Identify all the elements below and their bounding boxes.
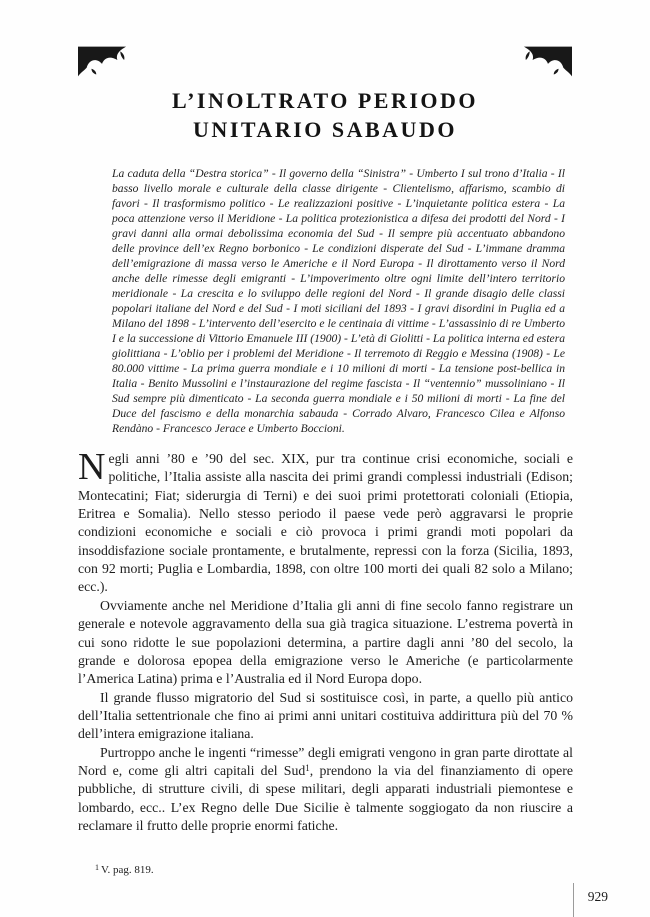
page-title-line1: L’INOLTRATO PERIODO bbox=[171, 88, 479, 113]
body-paragraph: Ovviamente anche nel Meridione d’Italia gli anni di fine secolo fanno registrare un generale e notevole aggravamento della sua già tragica situazione. L’estrema povertà in cui sono ridotte le sue popolazioni determina, a partire dagli anni ’80 del secolo, la grande e dolorosa epopea della emigrazione verso le Americhe (e particolarmente l’America Latina) prima e l’Australia ed il Nord Europa dopo. bbox=[78, 597, 573, 687]
corner-ornament-left-icon bbox=[78, 45, 128, 77]
paragraph-text: , prendono la via del finanziamento di opere pubbliche, di strutture civili, di spese militari, degli apparati industriali piemontese e lombardo, ecc.. L’ex Regno delle Due Sicilie è talmente soggiogato da non riuscire a reclamare il frutto delle proprie enormi fatiche. bbox=[78, 762, 573, 833]
page-title-line2: UNITARIO SABAUDO bbox=[193, 117, 457, 143]
body-text bbox=[78, 446, 573, 835]
footnote-marker: 1 bbox=[95, 862, 99, 872]
paragraph-text: Purtroppo anche le ingenti “rimesse” degli emigrati vengono in gran parte dirottate al Nord e, come gli altri capitali del Sud bbox=[78, 744, 573, 778]
corner-ornament-right-icon bbox=[522, 45, 572, 77]
body-paragraph: Il grande flusso migratorio del Sud si sostituisce così, in parte, a quello più antico dell’Italia settentrionale che fino ai primi anni unitari costituiva addirittura più del 70 % dell’intera emigrazione italiana. bbox=[78, 689, 573, 742]
footnote-text: V. pag. 819. bbox=[101, 864, 154, 877]
page-number: 929 bbox=[587, 889, 608, 904]
footnote-reference: 1 bbox=[305, 762, 310, 773]
body-paragraph bbox=[78, 744, 573, 836]
chapter-summary: La caduta della “Destra storica” - Il governo della “Sinistra” - Umberto I sul trono d’Italia - Il basso livello morale e culturale della classe dirigente - Clientelismo, affarismo, scambio di favori - Il trasformismo politico - Le realizzazioni positive - L’inquietante politica estera - La poca attenzione verso il Meridione - La politica protezionistica a difesa dei prodotti del Nord - I gravi danni alla ormai debolissima economia del Sud - Il sempre più accentuato abbandono delle province dell’ex Regno borbonico - Le condizioni disperate del Sud - L’immane dramma dell’emigrazione di massa verso le Americhe e il Nord Europa - Il dirottamento verso il Nord anche delle rimesse degli emigranti - L’impoverimento oltre ogni limite dell’intero territorio meridionale - La crescita e lo sviluppo delle regioni del Nord - Il grande disagio delle classi popolari italiane del Nord e del Sud - I moti siciliani del 1893 - I gravi disordini in Puglia ed a Milano del 1898 - L’intervento dell’esercito e le centinaia di vittime - L’assassinio di re Umberto I e la successione di Vittorio Emanuele III (1900) - L’età di Giolitti - La politica interna ed estera giolittiana - L’oblio per i problemi del Meridione - Il terremoto di Reggio e Messina (1908) - Le 80.000 vittime - La prima guerra mondiale e i 10 milioni di morti - La tensione post-bellica in Italia - Benito Mussolini e l’instaurazione del regime fascista - Il “ventennio” mussoliniano - Il Sud sempre più dimenticato - La seconda guerra mondiale e i 50 milioni di morti - La fine del Duce del fascismo e della monarchia sabauda - Corrado Alvaro, Francesco Cilea e Alfonso Rendàno - Francesco Jerace e Umberto Boccioni. bbox=[112, 167, 565, 436]
folio-divider bbox=[573, 883, 574, 917]
footnote bbox=[95, 863, 650, 877]
paragraph-text: egli anni ’80 e ’90 del sec. XIX, pur tra continue crisi economiche, sociali e politiche, l’Italia assiste alla nascita dei primi grandi complessi industriali (Edison; Montecatini; Fiat; siderurgia di Terni) e dei suoi primi protettorati coloniali (Etiopia, Eritrea e Somalia). Nello stesso periodo il paese vede però aggravarsi le proprie condizioni economiche e sociali e ciò provoca i primi grandi moti popolari da insoddisfazione sociale prontamente, e brutalmente, repressi con la forza (Sicilia, 1893, con 92 morti; Puglia e Lombardia, 1898, con oltre 100 morti dei quali 82 solo a Milano; ecc.). bbox=[78, 451, 573, 595]
body-paragraph bbox=[78, 446, 573, 597]
drop-cap: N bbox=[78, 446, 106, 489]
